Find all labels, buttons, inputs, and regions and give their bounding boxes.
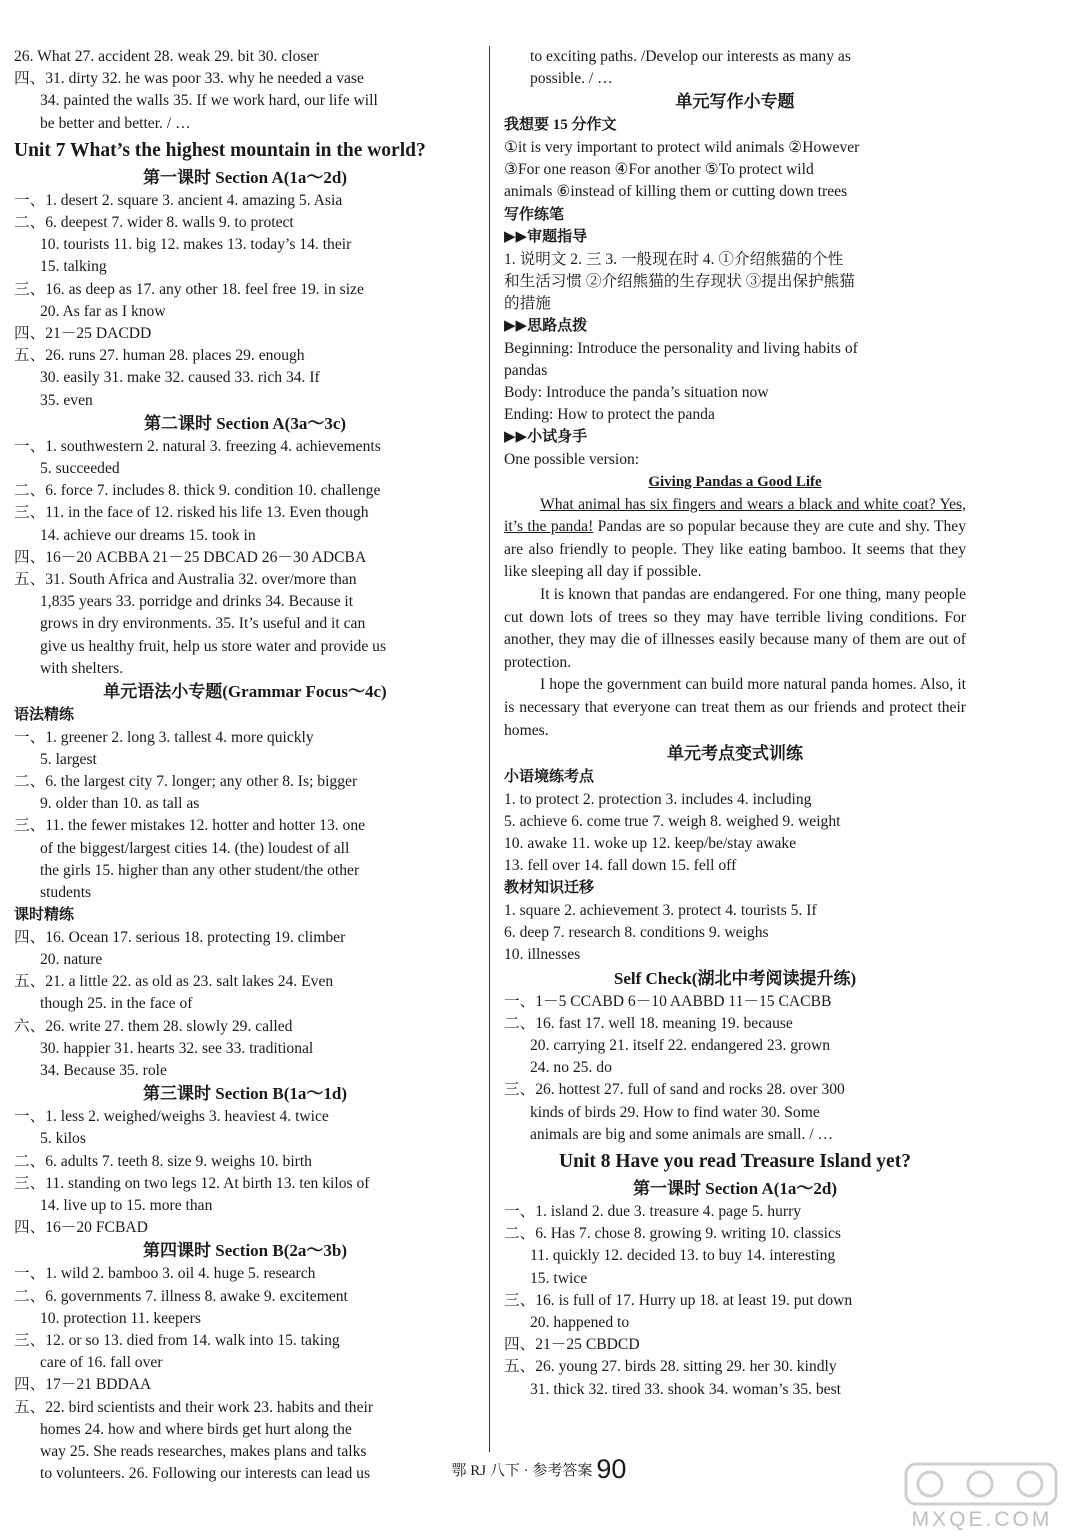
answer-line: possible. / … bbox=[530, 70, 613, 88]
answer-line: 四、31. dirty 32. he was poor 33. why he needed a vase bbox=[14, 70, 364, 88]
essay-topic-sentence: What animal has six fingers and wears a black and white coat? Yes, it’s the panda! bbox=[504, 495, 966, 536]
answer-line: 15. twice bbox=[530, 1269, 588, 1287]
answer-line: homes 24. how and where birds get hurt along the bbox=[40, 1420, 352, 1438]
answer-line: 五、31. South Africa and Australia 32. over/more than bbox=[14, 571, 357, 589]
essay-paragraph-1: What animal has six fingers and wears a black and white coat? Yes, it’s the panda! Pandas are so popular because they are cute and shy. They are also friendly to people. They like eating bamboo. It seems that they like sleeping all day if possible. bbox=[504, 495, 967, 581]
answer-line: 1. 说明文 2. 三 3. 一般现在时 4. ①介绍熊猫的个性 bbox=[504, 250, 844, 268]
watermark-logo bbox=[900, 1460, 1064, 1532]
answer-line: 10. tourists 11. big 12. makes 13. today’s 14. their bbox=[40, 236, 352, 254]
section-heading: 第一课时 Section A(1a～2d) bbox=[633, 1179, 837, 1199]
answer-line: 1. square 2. achievement 3. protect 4. tourists 5. If bbox=[504, 901, 817, 919]
answer-line: 四、16－20 ACBBA 21－25 DBCAD 26－30 ADCBA bbox=[14, 548, 367, 566]
section-heading: Self Check(湖北中考阅读提升练) bbox=[613, 968, 857, 988]
answer-line: pandas bbox=[504, 361, 548, 379]
answer-line: ③For one reason ④For another ⑤To protect wild bbox=[504, 161, 814, 179]
section-heading: 单元写作小专题 bbox=[675, 92, 795, 112]
answer-line: animals are big and some animals are small. / … bbox=[530, 1125, 834, 1143]
answer-line: 和生活习惯 ②介绍熊猫的生存现状 ③提出保护熊猫 bbox=[504, 272, 855, 290]
answer-line: 三、11. in the face of 12. risked his life 13. Even though bbox=[14, 504, 369, 522]
answer-line: 一、1. wild 2. bamboo 3. oil 4. huge 5. research bbox=[14, 1265, 316, 1283]
answer-line: 二、6. Has 7. chose 8. growing 9. writing 10. classics bbox=[504, 1225, 841, 1243]
answer-line: 六、26. write 27. them 28. slowly 29. called bbox=[14, 1017, 293, 1035]
answer-line: 二、6. adults 7. teeth 8. size 9. weighs 10. birth bbox=[14, 1152, 312, 1170]
answer-line: animals ⑥instead of killing them or cutting down trees bbox=[504, 183, 848, 201]
answer-line: 5. kilos bbox=[40, 1130, 86, 1148]
answer-line: 14. live up to 15. more than bbox=[40, 1196, 213, 1214]
answer-line: 6. deep 7. research 8. conditions 9. weighs bbox=[504, 924, 769, 942]
answer-line: 二、6. force 7. includes 8. thick 9. condition 10. challenge bbox=[14, 482, 381, 500]
answer-line: 一、1. desert 2. square 3. ancient 4. amazing 5. Asia bbox=[14, 191, 343, 209]
answer-line: 13. fell over 14. fall down 15. fell off bbox=[504, 857, 737, 875]
answer-line: 5. achieve 6. come true 7. weigh 8. weighed 9. weight bbox=[504, 812, 841, 830]
answer-line: 35. even bbox=[40, 391, 93, 409]
answer-line: 五、22. bird scientists and their work 23. habits and their bbox=[14, 1398, 374, 1416]
answer-line: 34. Because 35. role bbox=[40, 1061, 167, 1079]
sample-essay bbox=[504, 471, 966, 742]
answer-line: to volunteers. 26. Following our interests can lead us bbox=[40, 1465, 371, 1483]
column-divider bbox=[489, 46, 490, 1452]
answer-line: 20. happened to bbox=[530, 1314, 630, 1332]
answer-line: 二、6. deepest 7. wider 8. walls 9. to protect bbox=[14, 214, 294, 232]
answer-line: 五、26. runs 27. human 28. places 29. enough bbox=[14, 347, 305, 365]
answer-line: 五、21. a little 22. as old as 23. salt lakes 24. Even bbox=[14, 973, 334, 991]
essay-title: Giving Pandas a Good Life bbox=[648, 474, 822, 491]
answer-line: to exciting paths. /Develop our interests as many as bbox=[530, 48, 851, 65]
subsection-label: 我想要 15 分作文 bbox=[504, 117, 617, 134]
answer-line: with shelters. bbox=[40, 659, 124, 677]
subsection-label: 小语境练考点 bbox=[504, 769, 595, 786]
section-heading: 第二课时 Section A(3a～3c) bbox=[143, 413, 347, 433]
subsection-label: 课时精练 bbox=[14, 907, 75, 924]
answer-line: 四、16. Ocean 17. serious 18. protecting 19. climber bbox=[14, 928, 346, 946]
answer-line: Body: Introduce the panda’s situation now bbox=[504, 384, 769, 402]
answer-line: 一、1. less 2. weighed/weighs 3. heaviest 4. twice bbox=[14, 1108, 329, 1126]
answer-line: 四、21－25 CBDCD bbox=[504, 1336, 640, 1354]
subsection-label: ▶▶小试身手 bbox=[504, 429, 588, 446]
answer-line: grows in dry environments. 35. It’s useful and it can bbox=[40, 615, 366, 633]
answer-line: ①it is very important to protect wild animals ②However bbox=[504, 138, 860, 156]
answer-line: 一、1. island 2. due 3. treasure 4. page 5. hurry bbox=[504, 1203, 802, 1221]
answer-line: 10. protection 11. keepers bbox=[40, 1309, 201, 1327]
answer-line: 三、12. or so 13. died from 14. walk into 15. taking bbox=[14, 1331, 340, 1349]
answer-line: 20. nature bbox=[40, 950, 103, 968]
answer-line: 四、21－25 DACDD bbox=[14, 325, 152, 343]
logo-icon bbox=[906, 1464, 1056, 1504]
answer-line: way 25. She reads researches, makes plans and talks bbox=[40, 1442, 367, 1460]
section-heading: 第一课时 Section A(1a～2d) bbox=[143, 167, 347, 187]
answer-line: 四、16－20 FCBAD bbox=[14, 1219, 148, 1237]
answer-line: 三、11. the fewer mistakes 12. hotter and hotter 13. one bbox=[14, 817, 366, 835]
answer-line: 10. illnesses bbox=[504, 946, 581, 964]
subsection-label: 教材知识迁移 bbox=[504, 880, 595, 897]
unit-heading: Unit 8 Have you read Treasure Island yet? bbox=[559, 1151, 911, 1173]
answer-line: 一、1. southwestern 2. natural 3. freezing 4. achievements bbox=[14, 437, 381, 455]
answer-line: 24. no 25. do bbox=[530, 1059, 612, 1077]
footer-label: 鄂 RJ 八下 · 参考答案 bbox=[451, 1463, 593, 1479]
answer-line: 11. quickly 12. decided 13. to buy 14. interesting bbox=[530, 1247, 836, 1265]
section-heading: 第四课时 Section B(2a～3b) bbox=[143, 1241, 347, 1261]
answer-line: 三、26. hottest 27. full of sand and rocks 28. over 300 bbox=[504, 1081, 845, 1099]
essay-paragraph-2: It is known that pandas are endangered. For one thing, many people cut down lots of trees so they may have terrible living conditions. For another, they may die of illnesses easily because many of them are out of protection. bbox=[504, 586, 966, 671]
answer-line: 31. thick 32. tired 33. shook 34. woman’s 35. best bbox=[530, 1380, 841, 1398]
subsection-label: ▶▶思路点拨 bbox=[504, 318, 588, 335]
subsection-label: 写作练笔 bbox=[504, 206, 565, 223]
section-heading: 单元考点变式训练 bbox=[667, 744, 803, 764]
answer-line: of the biggest/largest cities 14. (the) loudest of all bbox=[40, 839, 350, 857]
page-number: 90 bbox=[596, 1454, 627, 1484]
answer-line: 二、6. governments 7. illness 8. awake 9. excitement bbox=[14, 1287, 348, 1305]
answer-line: 三、11. standing on two legs 12. At birth 13. ten kilos of bbox=[14, 1174, 370, 1192]
answer-line: 5. largest bbox=[40, 750, 97, 768]
answer-line: 的措施 bbox=[504, 294, 551, 312]
answer-line: One possible version: bbox=[504, 450, 640, 468]
answer-line: 四、17－21 BDDAA bbox=[14, 1376, 152, 1394]
answer-line: 5. succeeded bbox=[40, 460, 120, 478]
answer-line: 二、16. fast 17. well 18. meaning 19. because bbox=[504, 1014, 793, 1032]
answer-line: Ending: How to protect the panda bbox=[504, 406, 715, 424]
answer-line: 9. older than 10. as tall as bbox=[40, 795, 200, 813]
answer-line: 30. easily 31. make 32. caused 33. rich 34. If bbox=[40, 369, 320, 387]
answer-line: 一、1－5 CCABD 6－10 AABBD 11－15 CACBB bbox=[504, 992, 832, 1010]
answer-line: the girls 15. higher than any other student/the other bbox=[40, 861, 360, 879]
answer-line: 26. What 27. accident 28. weak 29. bit 30. closer bbox=[14, 48, 319, 65]
answer-line: 五、26. young 27. birds 28. sitting 29. her 30. kindly bbox=[504, 1358, 837, 1376]
watermark-text: MXQE.COM bbox=[911, 1508, 1053, 1531]
writing-section bbox=[504, 46, 966, 471]
answer-line: 三、16. as deep as 17. any other 18. feel free 19. in size bbox=[14, 280, 364, 298]
answer-line: 20. carrying 21. itself 22. endangered 23. grown bbox=[530, 1037, 831, 1054]
answer-line: though 25. in the face of bbox=[40, 995, 193, 1013]
answer-line: kinds of birds 29. How to find water 30. Some bbox=[530, 1103, 820, 1121]
essay-paragraph-3: I hope the government can build more natural panda homes. Also, it is necessary that everyone can treat them as our friends and protect their homes. bbox=[504, 676, 966, 739]
subsection-label: 语法精练 bbox=[14, 707, 75, 724]
answer-line: Beginning: Introduce the personality and living habits of bbox=[504, 339, 858, 357]
answer-line: 一、1. greener 2. long 3. tallest 4. more quickly bbox=[14, 728, 314, 746]
answer-line: 34. painted the walls 35. If we work hard, our life will bbox=[40, 92, 378, 110]
answer-line: 1. to protect 2. protection 3. includes 4. including bbox=[504, 790, 812, 808]
answer-line: 10. awake 11. woke up 12. keep/be/stay awake bbox=[504, 835, 797, 853]
answer-line: 1,835 years 33. porridge and drinks 34. Because it bbox=[40, 593, 354, 611]
answer-line: students bbox=[40, 884, 92, 901]
answer-line: 三、16. is full of 17. Hurry up 18. at least 19. put down bbox=[504, 1291, 853, 1309]
answer-line: 14. achieve our dreams 15. took in bbox=[40, 526, 256, 544]
left-column bbox=[14, 46, 476, 1485]
answer-section bbox=[504, 742, 966, 1401]
answer-line: give us healthy fruit, help us store water and provide us bbox=[40, 637, 387, 655]
answer-line: care of 16. fall over bbox=[40, 1354, 163, 1372]
section-heading: 第三课时 Section B(1a～1d) bbox=[143, 1084, 347, 1104]
subsection-label: ▶▶审题指导 bbox=[504, 229, 588, 246]
right-column bbox=[504, 46, 966, 1401]
answer-line: 30. happier 31. hearts 32. see 33. traditional bbox=[40, 1039, 314, 1057]
unit-heading: Unit 7 What’s the highest mountain in the world? bbox=[14, 139, 426, 161]
answer-line: 二、6. the largest city 7. longer; any other 8. Is; bigger bbox=[14, 772, 358, 790]
section-heading: 单元语法小专题(Grammar Focus～4c) bbox=[103, 682, 387, 702]
answer-line: 20. As far as I know bbox=[40, 302, 166, 320]
answer-line: 15. talking bbox=[40, 258, 107, 276]
answer-line: be better and better. / … bbox=[40, 114, 191, 132]
